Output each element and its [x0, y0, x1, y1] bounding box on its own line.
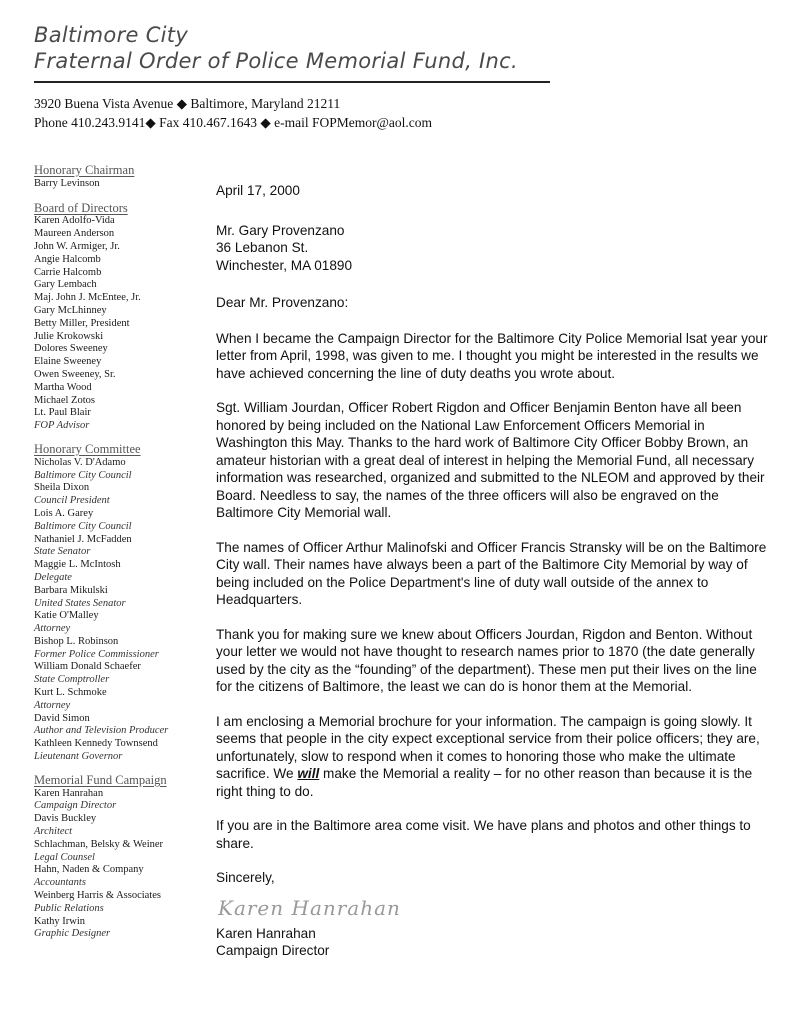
recipient-address [216, 222, 776, 275]
closing: Sincerely, [216, 870, 275, 885]
section-entries [34, 457, 209, 764]
roster-name: Barry Levinson [34, 177, 100, 189]
roster-role: Lieutenant Governor [34, 751, 123, 763]
paragraph-5 [216, 713, 776, 801]
roster-name: John W. Armiger, Jr. [34, 240, 120, 252]
paragraph-2: Sgt. William Jourdan, Officer Robert Rigdon and Officer Benjamin Benton have all been honored by being included on the National Law Enforcement Officers Memorial in Washington this May. Thanks to the hard work of Baltimore City Officer Bobby Brown, an amateur historian with a great deal of interest in helping the Memorial Fund, all necessary information was researched, organized and submitted to the NLEOM and approved by their Board. Needless to say, the names of the three officers will also be engraved on the Baltimore City Memorial wall. [216, 400, 765, 520]
letter-body [216, 182, 776, 960]
roster-role: FOP Advisor [34, 420, 90, 432]
roster-name: Carrie Halcomb [34, 266, 102, 278]
organization-name [34, 22, 594, 74]
sidebar-roster [34, 164, 209, 951]
salutation: Dear Mr. Provenzano: [216, 295, 349, 310]
roster-name: Karen Hanrahan [34, 787, 104, 799]
roster-role: Former Police Commissioner [34, 648, 159, 660]
roster-role: Attorney [34, 699, 71, 711]
recipient-street: 36 Lebanon St. [216, 240, 309, 255]
section-title: Memorial Fund Campaign [34, 772, 167, 787]
roster-name: Angie Halcomb [34, 253, 101, 265]
roster-role: Author and Television Producer [34, 725, 169, 737]
section-title: Honorary Committee [34, 441, 141, 456]
roster-role: United States Senator [34, 597, 126, 609]
recipient-city: Winchester, MA 01890 [216, 257, 353, 273]
section-title: Honorary Chairman [34, 163, 135, 177]
roster-name: Nicholas V. D'Adamo [34, 456, 126, 468]
signer-title: Campaign Director [216, 943, 330, 958]
roster-name: Maureen Anderson [34, 228, 115, 240]
roster-name: Barbara Mikulski [34, 584, 108, 596]
roster-name: Lt. Paul Blair [34, 407, 91, 419]
section-entries [34, 215, 209, 433]
roster-name: William Donald Schaefer [34, 661, 141, 673]
roster-name: Maggie L. McIntosh [34, 559, 121, 571]
roster-name: Lois A. Garey [34, 507, 94, 519]
section-entries [34, 178, 209, 191]
paragraph-4: Thank you for making sure we knew about Officers Jourdan, Rigdon and Benton. Without your letter we would not have thought to research names prior to 1870 (the date generally used by the city as the “founding” of the department). These men put their lives on the line for the citizens of Baltimore, the least we can do is honor them at the Memorial. [216, 626, 757, 694]
roster-name: Betty Miller, President [34, 317, 130, 329]
roster-role: Architect [34, 826, 73, 838]
roster-name: Dolores Sweeney [34, 343, 108, 355]
roster-role: State Comptroller [34, 674, 110, 686]
emphasized-word: will [297, 766, 320, 781]
section-honorary-committee [34, 443, 209, 764]
paragraph-6: If you are in the Baltimore area come visit. We have plans and photos and other things to share. [216, 818, 751, 851]
signer-name: Karen Hanrahan [216, 925, 316, 941]
roster-role: Baltimore City Council [34, 469, 132, 481]
roster-name: Nathaniel J. McFadden [34, 533, 132, 545]
section-title: Board of Directors [34, 200, 128, 215]
roster-name: Martha Wood [34, 381, 92, 393]
section-honorary-chairman [34, 164, 209, 191]
paragraph-5-part-1: I am enclosing a Memorial brochure for your information. The campaign is going slowly. It seems that people in the city expect exceptional service from their police officers; they are, unfortunately, slow to respond when it comes to honoring those who make the ultimate sacrifice. We [216, 713, 760, 781]
roster-name: Hahn, Naden & Company [34, 864, 144, 876]
letter-date: April 17, 2000 [216, 183, 300, 198]
roster-role: Graphic Designer [34, 928, 111, 940]
header-divider [34, 81, 550, 83]
roster-role: Public Relations [34, 902, 104, 914]
roster-name: Michael Zotos [34, 394, 95, 406]
contact-block [34, 94, 594, 132]
roster-name: Bishop L. Robinson [34, 635, 119, 647]
roster-role: Baltimore City Council [34, 520, 132, 532]
section-memorial-fund-campaign [34, 774, 209, 941]
roster-name: Weinberg Harris & Associates [34, 890, 161, 902]
roster-name: David Simon [34, 712, 90, 724]
roster-name: Katie O'Malley [34, 610, 99, 622]
paragraph-5-part-2: make the Memorial a reality – for no other reason than because it is the right thing to do. [216, 766, 753, 799]
section-entries [34, 788, 209, 942]
roster-name: Davis Buckley [34, 813, 97, 825]
paragraph-3: The names of Officer Arthur Malinofski and Officer Francis Stransky will be on the Baltimore City wall. Their names have always been a part of the Baltimore City Memorial by way of being included on the Police Department's line of duty wall outside of the annex to Headquarters. [216, 539, 767, 607]
handwritten-signature: Karen Hanrahan [218, 895, 401, 920]
org-name-line-2: Fraternal Order of Police Memorial Fund, Inc. [34, 49, 518, 73]
roster-name: Kathleen Kennedy Townsend [34, 738, 158, 750]
street-address: 3920 Buena Vista Avenue ◆ Baltimore, Maryland 21211 [34, 96, 341, 111]
roster-role: Delegate [34, 571, 72, 583]
paragraph-1: When I became the Campaign Director for the Baltimore City Police Memorial lsat year your letter from April, 1998, was given to me. I thought you might be interested in the results we have achieved concerning the line of duty deaths you wrote about. [216, 330, 768, 381]
roster-role: Campaign Director [34, 800, 117, 812]
org-name-line-1: Baltimore City [34, 23, 189, 47]
phone-fax-email: Phone 410.243.9141◆ Fax 410.467.1643 ◆ e-mail FOPMemor@aol.com [34, 115, 433, 130]
roster-name: Julie Krokowski [34, 330, 104, 342]
roster-name: Schlachman, Belsky & Weiner [34, 838, 164, 850]
section-board-of-directors [34, 202, 209, 433]
roster-role: Council President [34, 495, 110, 507]
recipient-name: Mr. Gary Provenzano [216, 222, 345, 238]
roster-role: Attorney [34, 623, 71, 635]
roster-role: Accountants [34, 877, 86, 889]
roster-name: Kurt L. Schmoke [34, 687, 107, 699]
roster-name: Gary McLhinney [34, 304, 107, 316]
roster-name: Sheila Dixon [34, 482, 90, 494]
roster-name: Kathy Irwin [34, 915, 86, 927]
roster-name: Maj. John J. McEntee, Jr. [34, 292, 141, 304]
roster-name: Elaine Sweeney [34, 356, 102, 368]
roster-role: Legal Counsel [34, 851, 95, 863]
roster-role: State Senator [34, 546, 91, 558]
roster-name: Karen Adolfo-Vida [34, 215, 115, 227]
roster-name: Gary Lembach [34, 279, 97, 291]
roster-name: Owen Sweeney, Sr. [34, 368, 116, 380]
